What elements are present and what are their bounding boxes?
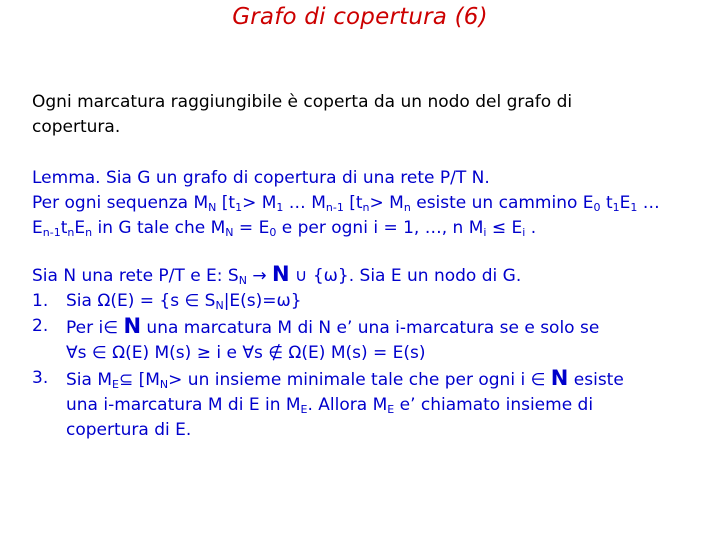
intro-line-1: Ogni marcatura raggiungibile è coperta da un nodo del grafo di (32, 92, 573, 112)
intro-paragraph (32, 90, 702, 140)
list-item-2: 2. Per i∈ N una marcatura M di N e’ una i-marcatura se e solo se ∀s ∈ Ω(E) M(s) ≥ i e ∀s ∉ Ω(E) M(s) = E(s) (32, 314, 702, 366)
list-number: 1. (32, 291, 49, 311)
intro-line-2: copertura. (32, 117, 121, 137)
list-number: 3. (32, 368, 49, 388)
list-item-2-condition: ∀s ∈ Ω(E) M(s) ≥ i e ∀s ∉ Ω(E) M(s) = E(s) (66, 343, 426, 363)
lemma-line-3: $E_{n-1}t_nE_n$ in G tale che $M_N = E_0$ e per ogni i = 1, …, n $M_i \le E_i$ . (32, 218, 537, 239)
list-number: 2. (32, 316, 49, 336)
lemma-line-1: Lemma. Sia G un grafo di copertura di una rete P/T N. (32, 168, 490, 188)
lemma-line-2: Per ogni sequenza $M_N$ [$t_1> M_1$ … $M_{n-1}$ [$t_n> M_n$ esiste un cammino $E_0$ $t_1E_1$ … (32, 193, 660, 214)
definitions-section (32, 262, 702, 443)
lemma-paragraph (32, 166, 702, 241)
definitions-intro: Sia N una rete P/T e E: $S_N \to N$ ∪ {ω}. Sia E un nodo di G. (32, 262, 522, 287)
list-item-1: 1. Sia Ω(E) = {s ∈ $S_N|E(s)=\omega$} (32, 291, 302, 312)
list-item-3: 3. Sia $M_E⊆$ [$M_N>$ un insieme minimale tale che per ogni i ∈ N esiste una i-marcatura M di E in $M_E$. Allora $M_E$ e’ chiamato insieme di copertura di E. (32, 366, 624, 440)
slide-title: Grafo di copertura (6) (232, 4, 488, 30)
